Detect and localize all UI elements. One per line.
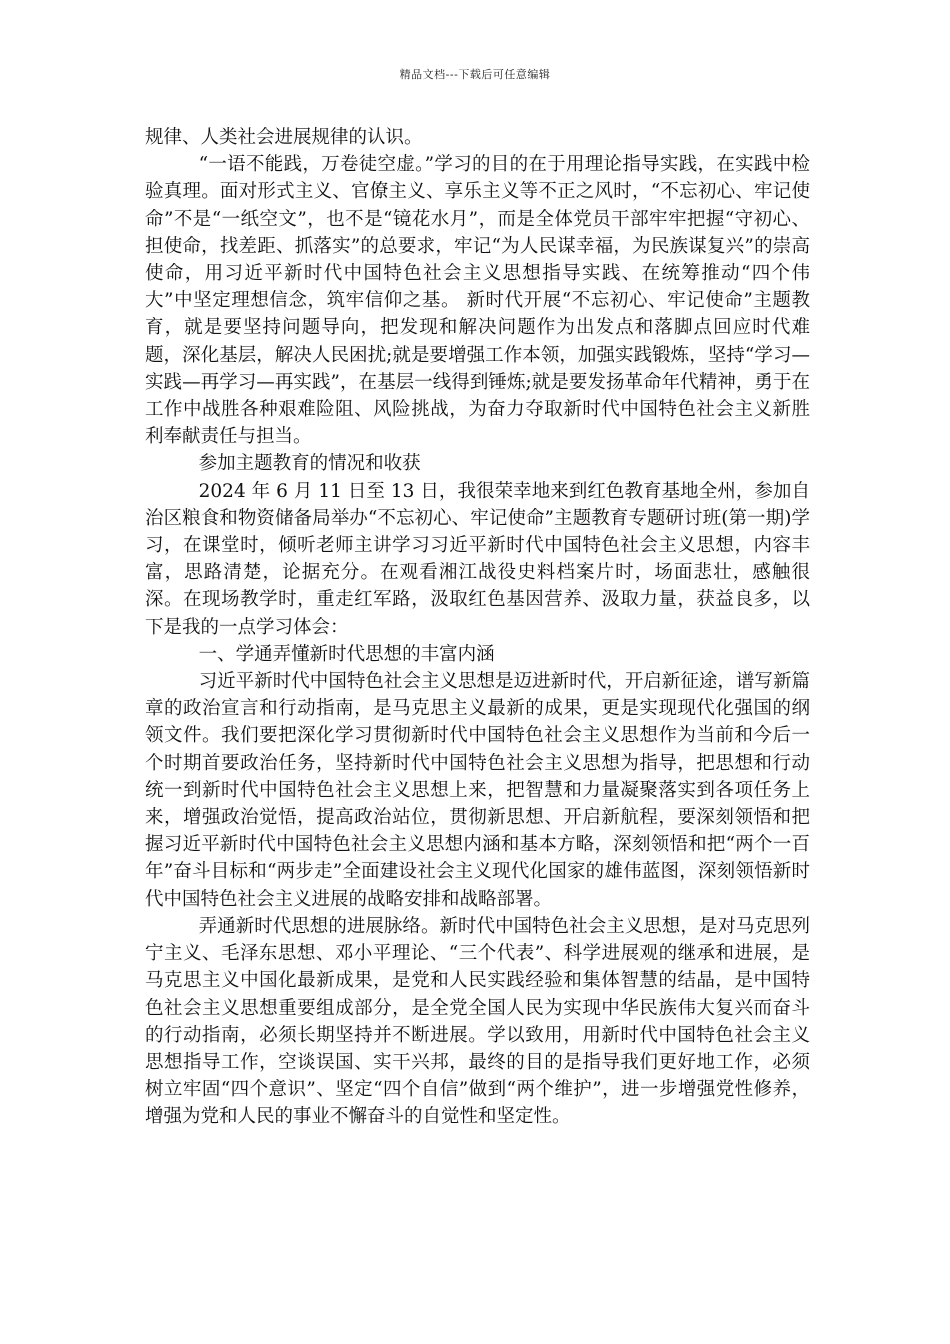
paragraph: 2024 年 6 月 11 日至 13 日，我很荣幸地来到红色教育基地全州，参加自治区粮食和物资储备局举办“不忘初心、牢记使命”主题教育专题研讨班(第一期)学习，在课堂时，倾听老师主讲学习习近平新时代中国特色社会主义思想，内容丰富，思路清楚，论据充分。在观看湘江战役史料档案片时，场面悲壮，感触很深。在现场教学时，重走红军路，汲取红色基因营养、汲取力量，获益良多，以下是我的一点学习体会： [145,480,810,638]
section-heading: 一、学通弄懂新时代思想的丰富内涵 [198,643,495,665]
paragraph: 规律、人类社会进展规律的认识。 [145,127,423,148]
page-header: 精品文档---下载后可任意编辑 [399,68,551,81]
document-body [145,124,810,1131]
paragraph: “一语不能践，万卷徒空虚。”学习的目的在于用理论指导实践，在实践中检验真理。面对形式主义、官僚主义、享乐主义等不正之风时，“不忘初心、牢记使命”不是“一纸空文”，也不是“镜花水月”，而是全体党员干部牢牢把握“守初心、担使命，找差距、抓落实”的总要求，牢记“为人民谋幸福，为民族谋复兴”的崇高使命，用习近平新时代中国特色社会主义思想指导实践、在统筹推动“四个伟大”中坚定理想信念，筑牢信仰之基。 新时代开展“不忘初心、牢记使命”主题教育，就是要坚持问题导向，把发现和解决问题作为出发点和落脚点回应时代难题，深化基层，解决人民困扰;就是要增强工作本领，加强实践锻炼，坚持“学习—实践—再学习—再实践”，在基层一线得到锤炼;就是要发扬革命年代精神，勇于在工作中战胜各种艰难险阻、风险挑战，为奋力夺取新时代中国特色社会主义新胜利奉献责任与担当。 [145,154,810,448]
paragraph: 习近平新时代中国特色社会主义思想是迈进新时代，开启新征途，谱写新篇章的政治宣言和行动指南，是马克思主义最新的成果，更是实现现代化强国的纲领文件。我们要把深化学习贯彻新时代中国特色社会主义思想作为当前和今后一个时期首要政治任务，坚持新时代中国特色社会主义思想为指导，把思想和行动统一到新时代中国特色社会主义思想上来，把智慧和力量凝聚落实到各项任务上来，增强政治觉悟，提高政治站位，贯彻新思想、开启新航程，要深刻领悟和把握习近平新时代中国特色社会主义思想内涵和基本方略，深刻领悟和把“两个一百年”奋斗目标和“两步走”全面建设社会主义现代化国家的雄伟蓝图，深刻领悟新时代中国特色社会主义进展的战略安排和战略部署。 [145,671,810,910]
paragraph: 弄通新时代思想的进展脉络。新时代中国特色社会主义思想，是对马克思列宁主义、毛泽东思想、邓小平理论、“三个代表”、科学进展观的继承和进展，是马克思主义中国化最新成果，是党和人民实践经验和集体智慧的结晶，是中国特色社会主义思想重要组成部分，是全党全国人民为实现中华民族伟大复兴而奋斗的行动指南，必须长期坚持并不断进展。学以致用，用新时代中国特色社会主义思想指导工作，空谈误国、实干兴邦，最终的目的是指导我们更好地工作，必须树立牢固“四个意识”、坚定“四个自信”做到“两个维护”，进一步增强党性修养，增强为党和人民的事业不懈奋斗的自觉性和坚定性。 [145,915,810,1128]
section-heading: 参加主题教育的情况和收获 [198,453,421,475]
